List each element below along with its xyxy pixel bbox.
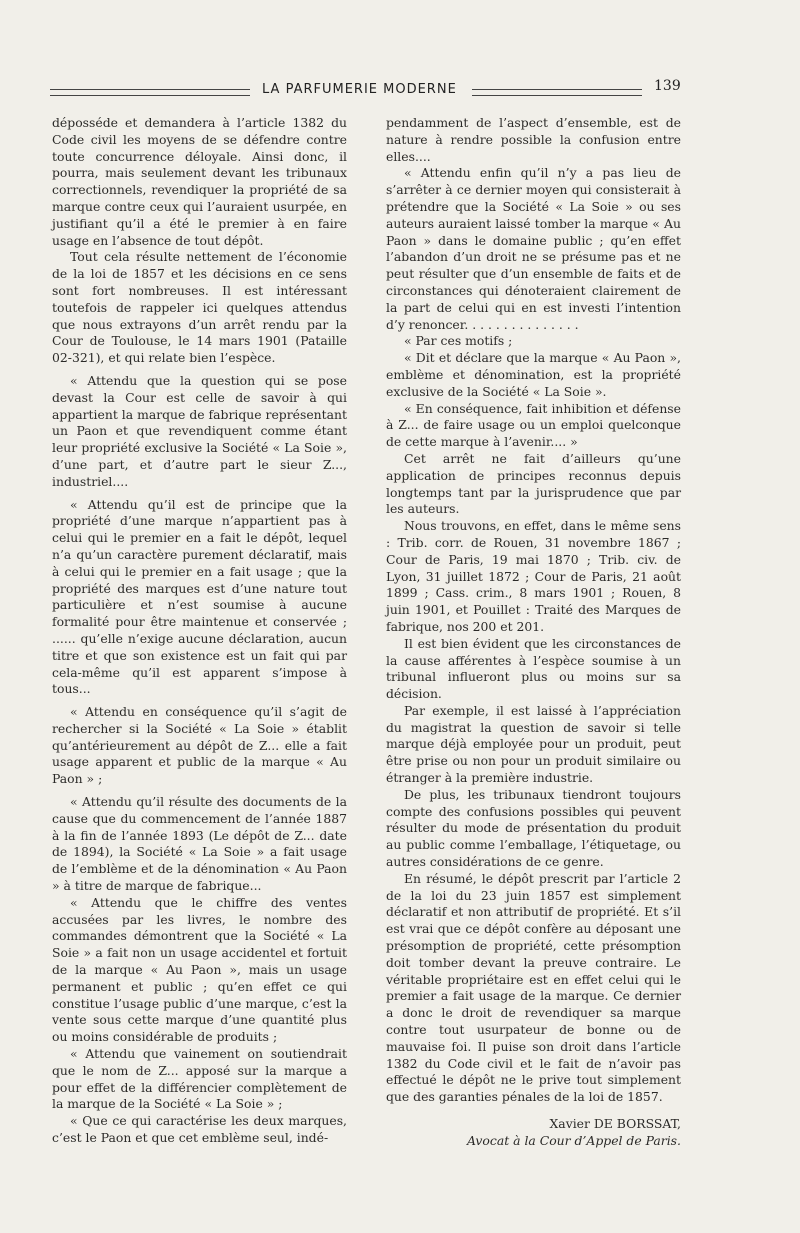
paragraph: De plus, les tribunaux tiendront toujours compte des confusions possibles qui peuvent résulter du mode de présentation du produit au public comme l’emballage, l’étiquetage, ou autres considérations de ce genre.	[386, 786, 681, 870]
running-header	[50, 80, 680, 102]
paragraph: Il est bien évident que les circonstances de la cause afférentes à l’espèce soumise à un tribunal influeront plus ou moins sur sa décision.	[386, 635, 681, 702]
paragraph: « Attendu que vainement on soutiendrait que le nom de Z... apposé sur la marque a pour effet de la différencier complètement de la marque de la Société « La Soie » ;	[52, 1046, 347, 1112]
paragraph: « En conséquence, fait inhibition et défense à Z... de faire usage ou un emploi quelconque de cette marque à l’avenir.... »	[386, 400, 681, 450]
paragraph: « Attendu qu’il est de principe que la propriété d’une marque n’appartient pas à celui qui le premier en a fait le dépôt, lequel n’a qu’un caractère purement déclaratif, mais à celui qui le premier en a fait usage ; que la propriété des marques est d’une nature tout particulière et n’est soumise à aucune formalité pour être maintenue et conservée ; ...... qu’elle n’exige aucune déclaration, aucun titre et que son existence est un fait qui par cela-même qu’il est apparent s’impose à tous...	[52, 496, 347, 697]
header-rule-left	[50, 89, 250, 96]
paragraph: « Dit et déclare que la marque « Au Paon », emblème et dénomination, est la propriété exclusive de la Société « La Soie ».	[386, 350, 681, 399]
signature-block	[386, 1116, 681, 1150]
paragraph: Tout cela résulte nettement de l’économie de la loi de 1857 et les décisions en ce sens sont fort nombreuses. Il est intéressant toutefois de rappeler ici quelques attendus que nous extrayons d’un arrêt rendu par la Cour de Toulouse, le 14 mars 1901 (Pataille 02-321), et qui relate bien l’espèce.	[52, 249, 347, 366]
paragraph: « Attendu qu’il résulte des documents de la cause que du commencement de l’année 1887 à la fin de l’année 1893 (Le dépôt de Z... date de 1894), la Société « La Soie » a fait usage de l’emblème et de la dénomination « Au Paon » à titre de marque de fabrique...	[52, 794, 347, 894]
author-affiliation: Avocat à la Cour d’Appel de Paris.	[466, 1132, 681, 1148]
paragraph: Nous trouvons, en effet, dans le même sens : Trib. corr. de Rouen, 31 novembre 1867 ; Cour de Paris, 19 mai 1870 ; Trib. civ. de Lyon, 31 juillet 1872 ; Cour de Paris, 21 août 1899 ; Cass. crim., 8 mars 1901 ; Rouen, 8 juin 1901, et Pouillet : Traité des Marques de fabrique, nos 200 et 201.	[386, 518, 681, 634]
paragraph: pendamment de l’aspect d’ensemble, est de nature à rendre possible la confusion entre elles....	[386, 115, 681, 164]
author-name: Xavier DE BORSSAT,	[549, 1116, 681, 1132]
page-number: 139	[654, 78, 681, 94]
paragraph: Cet arrêt ne fait d’ailleurs qu’une application de principes reconnus depuis longtemps tant par la jurisprudence que par les auteurs.	[386, 450, 681, 517]
paragraph: « Que ce qui caractérise les deux marques, c’est le Paon et que cet emblème seul, indé-	[52, 1113, 347, 1146]
paragraph: « Attendu enfin qu’il n’y a pas lieu de s’arrêter à ce dernier moyen qui consisterait à prétendre que la Société « La Soie » ou ses auteurs auraient laissé tomber la marque « Au Paon » dans le domaine public ; qu’en effet l’abandon d’un droit ne se présume pas et ne peut résulter que d’un ensemble de faits et de circonstances qui dénoteraient clairement de la part de celui qui en est investi l’intention d’y renoncer. . . . . . . . . . . . . . .	[386, 165, 681, 332]
paragraph: « Attendu que le chiffre des ventes accusées par les livres, le nombre des commandes démontrent que la Société « La Soie » a fait non un usage accidentel et fortuit de la marque « Au Paon », mais un usage permanent et public ; qu’en effet ce qui constitue l’usage public d’une marque, c’est la vente sous cette marque d’une quantité plus ou moins considérable de produits ;	[52, 894, 347, 1045]
right-column	[386, 115, 681, 1150]
journal-title: LA PARFUMERIE MODERNE	[262, 82, 457, 97]
paragraph: Par exemple, il est laissé à l’appréciation du magistrat la question de savoir si telle marque déjà employée pour un produit, peut être prise ou non pour un produit similaire ou étranger à la première industrie.	[386, 702, 681, 786]
paragraph: « Attendu en conséquence qu’il s’agit de rechercher si la Société « La Soie » établit qu’antérieurement au dépôt de Z... elle a fait usage apparent et public de la marque « Au Paon » ;	[52, 704, 347, 787]
header-rule-right	[472, 89, 642, 96]
paragraph: En résumé, le dépôt prescrit par l’article 2 de la loi du 23 juin 1857 est simplement déclaratif et non attributif de propriété. Et s’il est vrai que ce dépôt confère au déposant une présomption de propriété, cette présomption doit tomber devant la preuve contraire. Le véritable propriétaire est en effet celui qui le premier a fait usage de la marque. Ce dernier a donc le droit de revendiquer sa marque contre tout usurpateur de bonne ou de mauvaise foi. Il puise son droit dans l’article 1382 du Code civil et le fait de n’avoir pas effectué le dépôt ne le prive tout simplement que des garanties pénales de la loi de 1857.	[386, 870, 681, 1105]
paragraph: « Attendu que la question qui se pose devast la Cour est celle de savoir à qui appartient la marque de fabrique représentant un Paon et que revendiquent comme étant leur propriété exclusive la Société « La Soie », d’une part, et d’autre part le sieur Z..., industriel....	[52, 372, 347, 489]
left-column	[52, 115, 347, 1147]
paragraph: déposséde et demandera à l’article 1382 du Code civil les moyens de se défendre contre toute concurrence déloyale. Ainsi donc, il pourra, mais seulement devant les tribunaux correctionnels, revendiquer la propriété de sa marque contre ceux qui l’auraient usurpée, en justifiant qu’il a été le premier à en faire usage en l’absence de tout dépôt.	[52, 115, 347, 248]
paragraph: « Par ces motifs ;	[404, 333, 513, 349]
